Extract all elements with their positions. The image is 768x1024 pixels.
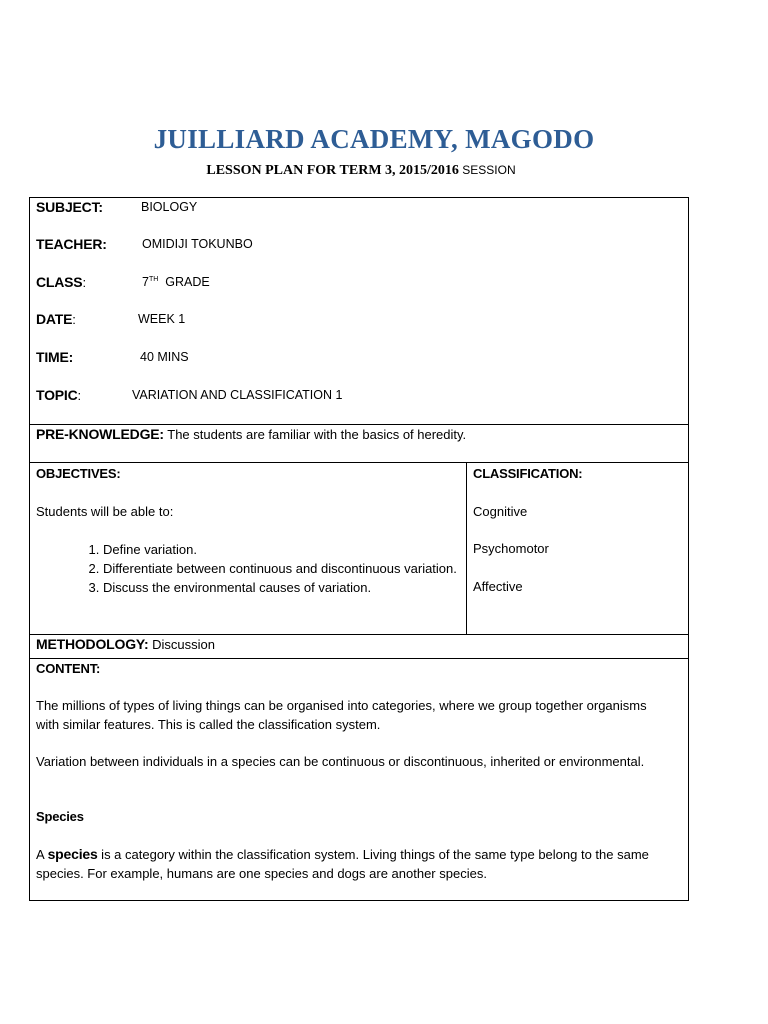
classification-label: CLASSIFICATION: xyxy=(473,466,583,481)
topic-value: VARIATION AND CLASSIFICATION 1 xyxy=(132,388,343,402)
pre-knowledge-row xyxy=(36,426,466,442)
objective-item: 2. Differentiate between continuous and discontinuous variation. xyxy=(103,559,463,578)
species-paragraph xyxy=(36,845,656,883)
subject-row xyxy=(36,199,198,215)
teacher-label: TEACHER: xyxy=(36,236,107,252)
objective-item: 3. Discuss the environmental causes of variation. xyxy=(103,578,463,597)
details-box xyxy=(29,197,689,425)
time-label: TIME: xyxy=(36,349,74,365)
objective-item: 1. Define variation. xyxy=(103,540,463,559)
methodology-row xyxy=(36,636,215,652)
topic-colon: : xyxy=(77,388,82,403)
date-row xyxy=(36,311,186,327)
subject-label: SUBJECT: xyxy=(36,199,103,215)
classification-item: Cognitive xyxy=(473,504,528,519)
methodology-box xyxy=(29,634,689,659)
classification-column xyxy=(467,463,689,634)
date-colon: : xyxy=(72,312,76,327)
time-row xyxy=(36,349,189,365)
time-value: 40 MINS xyxy=(140,350,189,364)
class-label: CLASS xyxy=(36,274,83,290)
species-term: species xyxy=(47,846,98,862)
objectives-list xyxy=(55,540,463,597)
pre-knowledge-label: PRE-KNOWLEDGE: xyxy=(36,426,164,442)
subject-value: BIOLOGY xyxy=(141,200,198,214)
methodology-value: Discussion xyxy=(152,637,215,652)
pre-knowledge-box xyxy=(29,424,689,463)
date-label: DATE xyxy=(36,311,73,327)
objectives-label: OBJECTIVES: xyxy=(36,466,121,481)
objectives-box xyxy=(29,462,689,635)
objectives-intro: Students will be able to: xyxy=(36,504,174,519)
classification-item: Psychomotor xyxy=(473,541,549,556)
class-colon: : xyxy=(82,275,87,290)
teacher-row xyxy=(36,236,253,252)
lesson-plan-subtitle xyxy=(0,163,722,179)
class-value xyxy=(142,275,210,289)
content-paragraph: The millions of types of living things can be organised into categories, where we group together organisms with similar features. This is called the classification system. xyxy=(36,698,647,732)
class-ordinal-suffix: TH xyxy=(148,275,159,283)
date-value: WEEK 1 xyxy=(138,312,186,326)
class-number: 7 xyxy=(142,275,149,289)
teacher-value: OMIDIJI TOKUNBO xyxy=(142,237,253,251)
session-label: SESSION xyxy=(462,163,516,177)
topic-label: TOPIC xyxy=(36,387,78,403)
class-row xyxy=(36,274,210,290)
topic-row xyxy=(36,387,343,403)
species-para-start: A xyxy=(36,847,48,862)
class-grade: GRADE xyxy=(165,275,210,289)
pre-knowledge-text: The students are familiar with the basics of heredity. xyxy=(167,427,467,442)
species-heading: Species xyxy=(36,809,84,824)
school-title: JUILLIARD ACADEMY, MAGODO xyxy=(153,124,595,154)
methodology-label: METHODOLOGY: xyxy=(36,636,149,652)
objectives-column xyxy=(30,463,467,634)
classification-item: Affective xyxy=(473,579,523,594)
content-box xyxy=(29,658,689,901)
species-para-rest: is a category within the classification system. Living things of the same type belong to the same species. For example, humans are one species and dogs are another species. xyxy=(36,847,649,881)
content-paragraph: Variation between individuals in a species can be continuous or discontinuous, inherited or environmental. xyxy=(36,754,645,769)
lesson-plan-term: LESSON PLAN FOR TERM 3, 2015/2016 xyxy=(206,163,459,178)
content-label: CONTENT: xyxy=(36,661,101,676)
